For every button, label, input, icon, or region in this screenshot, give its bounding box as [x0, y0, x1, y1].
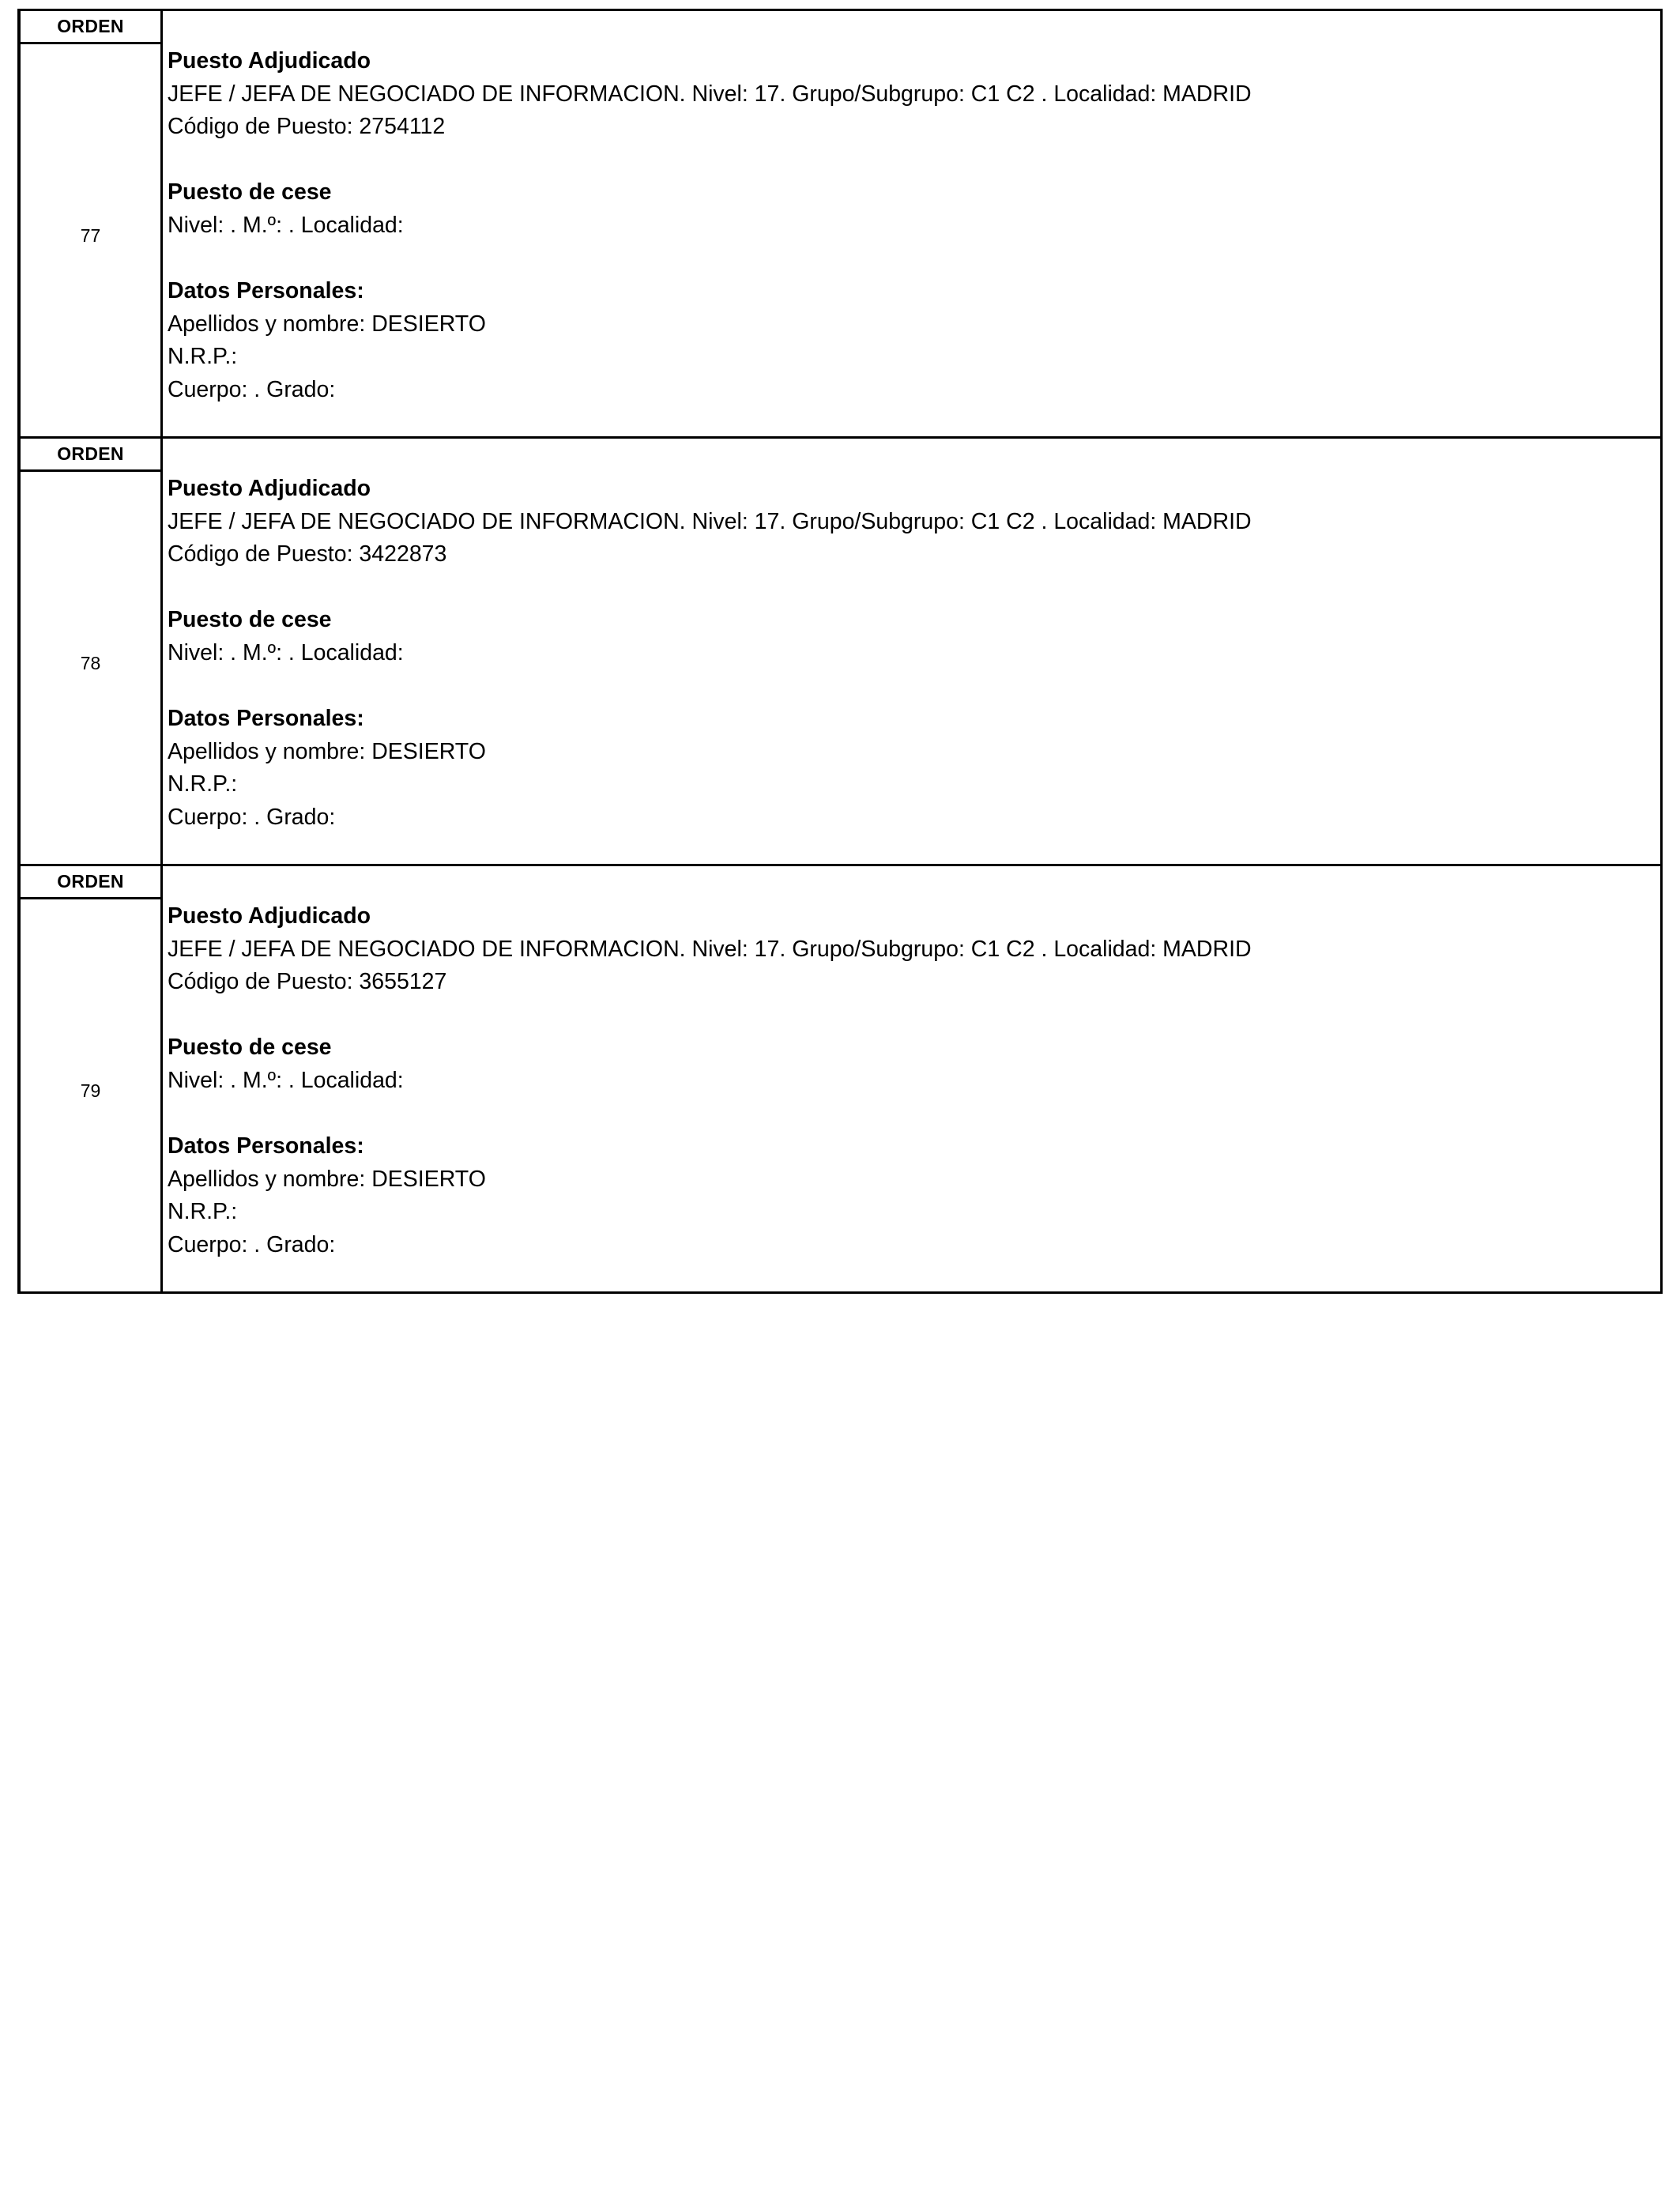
- puesto-adjudicado-heading: Puesto Adjudicado: [168, 48, 371, 74]
- orden-header: ORDEN: [21, 439, 160, 472]
- orden-number: 77: [80, 224, 101, 246]
- puesto-adjudicado-heading: Puesto Adjudicado: [168, 903, 371, 929]
- puesto-cese-heading: Puesto de cese: [168, 179, 332, 205]
- nrp: N.R.P.:: [168, 1199, 238, 1225]
- codigo-puesto: Código de Puesto: 3655127: [168, 969, 447, 995]
- orden-column: [21, 866, 163, 1291]
- datos-personales-heading: Datos Personales:: [168, 278, 364, 304]
- cuerpo-grado: Cuerpo: . Grado:: [168, 376, 336, 402]
- puesto-cese-heading: Puesto de cese: [168, 607, 332, 633]
- orden-header: ORDEN: [21, 11, 160, 44]
- table-row: [21, 11, 1660, 439]
- spacer: [168, 243, 1660, 276]
- puesto-adjudicado-description: JEFE / JEFA DE NEGOCIADO DE INFORMACION. Nivel: 17. Grupo/Subgrupo: C1 C2 . Localidad: MADRID: [168, 508, 1252, 534]
- spacer: [168, 1098, 1660, 1131]
- adjudication-table: [17, 9, 1663, 1294]
- apellidos-nombre: Apellidos y nombre: DESIERTO: [168, 738, 486, 764]
- puesto-cese-description: Nivel: . M.º: . Localidad:: [168, 212, 404, 238]
- puesto-cese-heading: Puesto de cese: [168, 1035, 332, 1061]
- spacer: [168, 670, 1660, 703]
- table-row: [21, 866, 1660, 1294]
- orden-number: 79: [80, 1080, 101, 1101]
- datos-personales-heading: Datos Personales:: [168, 706, 364, 732]
- orden-number: 78: [80, 652, 101, 673]
- record-details: [163, 11, 1660, 436]
- nrp: N.R.P.:: [168, 344, 238, 370]
- orden-column: [21, 439, 163, 864]
- nrp: N.R.P.:: [168, 771, 238, 797]
- apellidos-nombre: Apellidos y nombre: DESIERTO: [168, 1166, 486, 1192]
- spacer: [168, 571, 1660, 605]
- puesto-adjudicado-description: JEFE / JEFA DE NEGOCIADO DE INFORMACION. Nivel: 17. Grupo/Subgrupo: C1 C2 . Localidad: MADRID: [168, 936, 1252, 962]
- cuerpo-grado: Cuerpo: . Grado:: [168, 1231, 336, 1257]
- orden-header: ORDEN: [21, 866, 160, 899]
- spacer: [168, 144, 1660, 177]
- record-details: [163, 439, 1660, 864]
- spacer: [168, 999, 1660, 1032]
- record-details: [163, 866, 1660, 1291]
- apellidos-nombre: Apellidos y nombre: DESIERTO: [168, 311, 486, 337]
- table-row: [21, 439, 1660, 866]
- puesto-cese-description: Nivel: . M.º: . Localidad:: [168, 639, 404, 665]
- datos-personales-heading: Datos Personales:: [168, 1133, 364, 1159]
- codigo-puesto: Código de Puesto: 2754112: [168, 114, 446, 140]
- puesto-cese-description: Nivel: . M.º: . Localidad:: [168, 1067, 404, 1093]
- codigo-puesto: Código de Puesto: 3422873: [168, 541, 447, 567]
- cuerpo-grado: Cuerpo: . Grado:: [168, 804, 336, 830]
- orden-column: [21, 11, 163, 436]
- puesto-adjudicado-heading: Puesto Adjudicado: [168, 476, 371, 501]
- puesto-adjudicado-description: JEFE / JEFA DE NEGOCIADO DE INFORMACION. Nivel: 17. Grupo/Subgrupo: C1 C2 . Localidad: MADRID: [168, 81, 1252, 107]
